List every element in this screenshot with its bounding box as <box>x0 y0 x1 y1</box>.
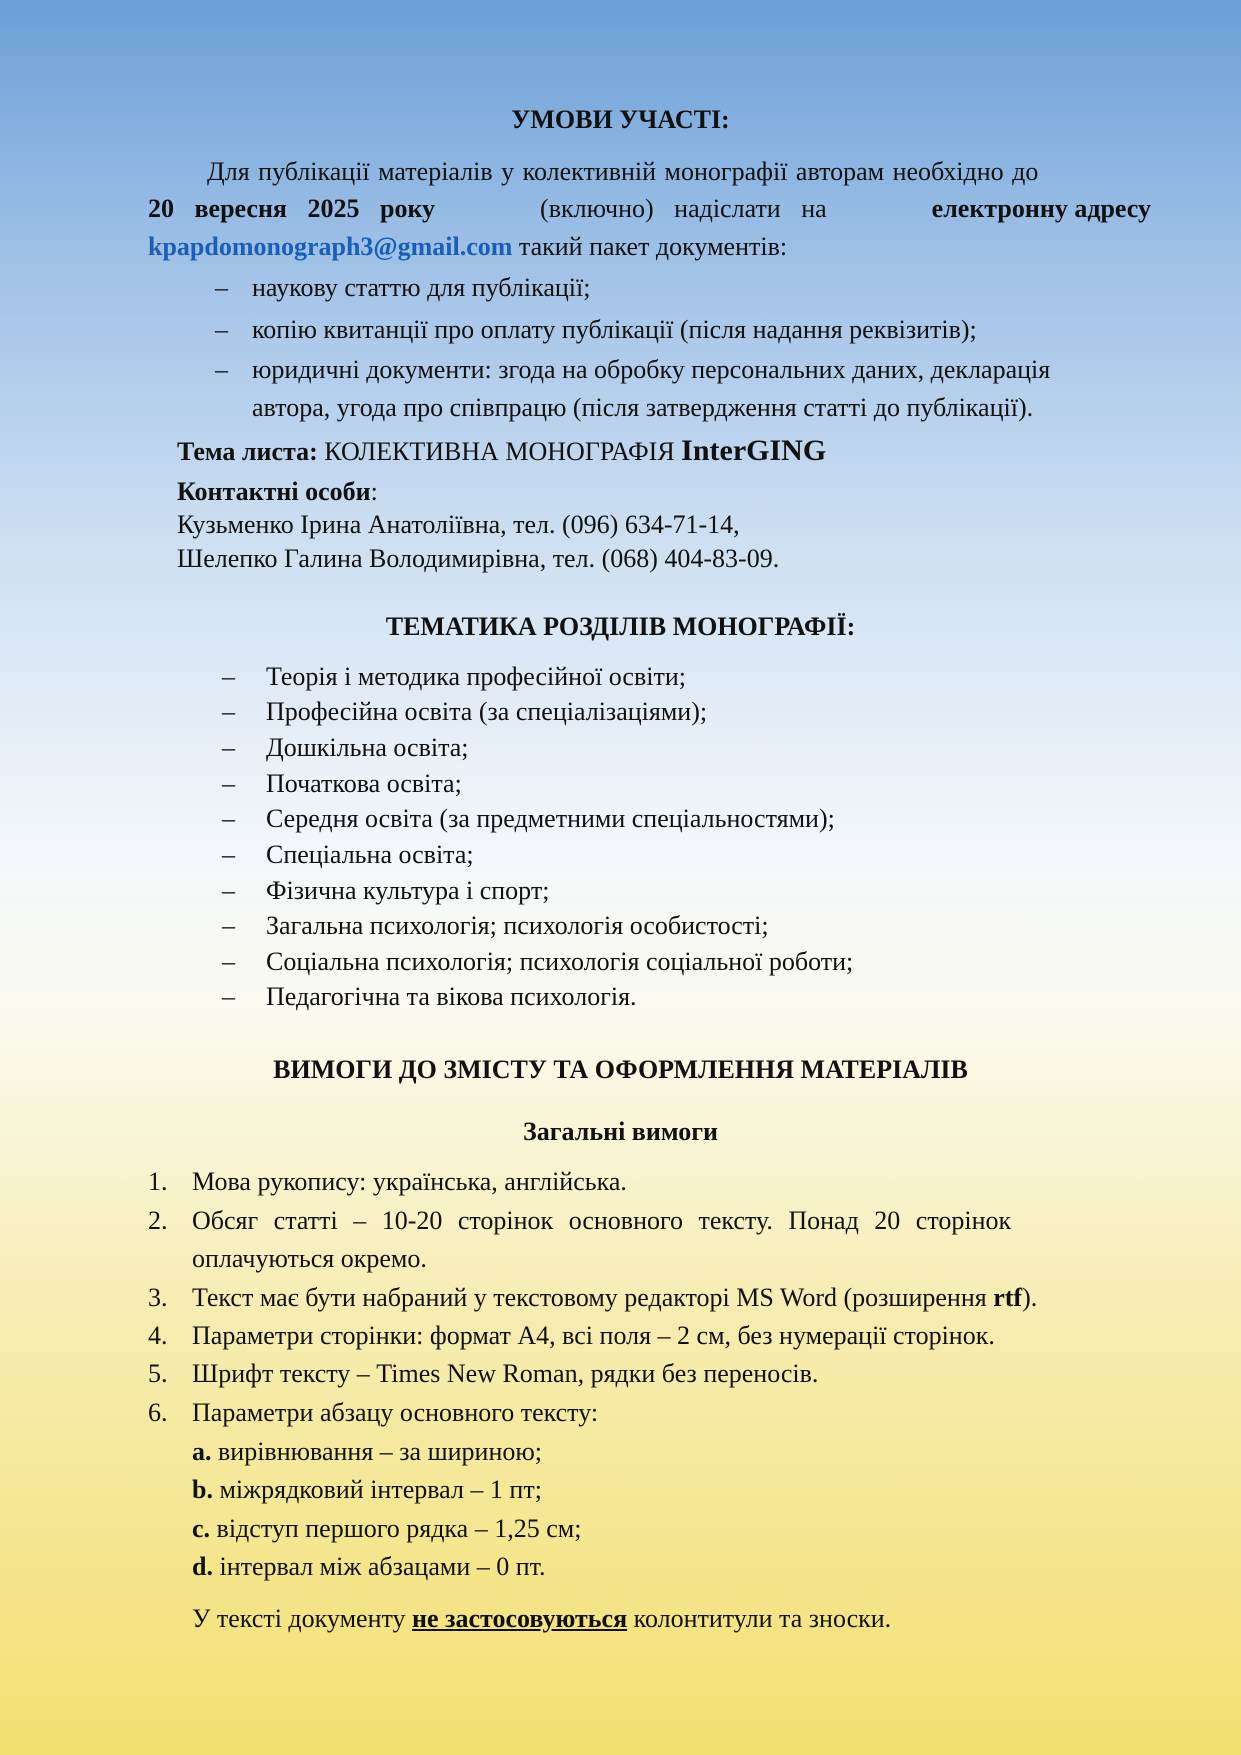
intro-line-1-text: Для публікації матеріалів у колективній монографії авторам необхідно до <box>207 157 1039 186</box>
list-bullet: – <box>222 840 235 869</box>
list-bullet: – <box>222 804 235 833</box>
list-item: Професійна освіта (за спеціалізаціями); <box>266 697 708 726</box>
list-bullet: – <box>222 911 235 940</box>
list-bullet: – <box>222 769 235 798</box>
list-item: Теорія і методика професійної освіти; <box>266 662 686 691</box>
item-number: 5. <box>148 1359 168 1388</box>
list-item-continuation: оплачуються окремо. <box>192 1244 427 1273</box>
sub-item <box>192 1474 542 1506</box>
list-item: Початкова освіта; <box>266 769 462 798</box>
sub-item <box>192 1551 546 1583</box>
sub-item <box>192 1436 542 1468</box>
footnote-note <box>192 1603 891 1635</box>
list-item: Параметри сторінки: формат А4, всі поля – 2 см, без нумерації сторінок. <box>192 1321 995 1350</box>
list-item-end: ). <box>1022 1283 1038 1312</box>
subject-value: КОЛЕКТИВНА МОНОГРАФІЯ <box>324 437 675 466</box>
list-item-text: юридичні документи: згода на обробку персональних даних, декларація <box>252 355 1051 384</box>
email-link[interactable]: kpapdomonograph3@gmail.com <box>148 232 513 261</box>
list-item: Дошкільна освіта; <box>266 733 469 762</box>
list-bullet: – <box>222 733 235 762</box>
list-item-text: Текст має бути набраний у текстовому редакторі MS Word (розширення <box>192 1283 987 1312</box>
item-number: 2. <box>148 1206 168 1235</box>
sub-item-letter: a. <box>192 1437 212 1466</box>
list-item <box>192 1282 1037 1314</box>
subject-label: Тема листа: <box>177 437 318 466</box>
topics-heading: ТЕМАТИКА РОЗДІЛІВ МОНОГРАФІЇ: <box>385 612 856 641</box>
list-item: Спеціальна освіта; <box>266 840 474 869</box>
list-item <box>252 354 1151 386</box>
sub-item-text: вирівнювання – за шириною; <box>218 1437 543 1466</box>
contact-person: Шелепко Галина Володимирівна, тел. (068) 404-83-09. <box>177 544 780 573</box>
list-bullet: – <box>215 273 228 302</box>
intro-mid: (включно) надіслати на <box>540 194 827 223</box>
contacts-heading: Контактні особи: <box>177 477 378 506</box>
requirements-heading: ВИМОГИ ДО ЗМІСТУ ТА ОФОРМЛЕННЯ МАТЕРІАЛІВ <box>273 1055 968 1084</box>
conditions-heading: УМОВИ УЧАСТІ: <box>511 105 730 134</box>
rtf-format: rtf <box>993 1283 1023 1312</box>
item-number: 1. <box>148 1167 168 1196</box>
list-bullet: – <box>222 947 235 976</box>
note-start: У тексті документу <box>192 1604 406 1633</box>
list-item-continuation: автора, угода про співпрацю (після затвердження статті до публікації). <box>252 393 1034 422</box>
sub-item <box>192 1513 581 1545</box>
list-bullet: – <box>215 355 228 384</box>
item-number: 4. <box>148 1321 168 1350</box>
intro-line-3 <box>148 231 787 263</box>
sub-item-letter: c. <box>192 1514 211 1543</box>
email-subject <box>177 435 826 468</box>
list-item: Фізична культура і спорт; <box>266 876 550 905</box>
list-item: копію квитанції про оплату публікації (після надання реквізитів); <box>252 315 977 344</box>
sub-item-text: інтервал між абзацами – 0 пт. <box>219 1552 546 1581</box>
list-item-text: Обсяг статті – 10-20 сторінок основного тексту. Понад 20 сторінок <box>192 1206 1012 1235</box>
list-item: Середня освіта (за предметними спеціальностями); <box>266 804 835 833</box>
item-number: 3. <box>148 1283 168 1312</box>
list-bullet: – <box>215 315 228 344</box>
list-bullet: – <box>222 662 235 691</box>
list-item: наукову статтю для публікації; <box>252 273 591 302</box>
contact-person: Кузьменко Ірина Анатоліївна, тел. (096) 634-71-14, <box>177 510 740 539</box>
sub-item-letter: d. <box>192 1552 213 1581</box>
list-item: Параметри абзацу основного тексту: <box>192 1398 599 1427</box>
email-label: електронну адресу <box>931 194 1151 223</box>
list-item: Шрифт тексту – Times New Roman, рядки без переносів. <box>192 1359 819 1388</box>
list-item: Соціальна психологія; психологія соціальної роботи; <box>266 947 854 976</box>
list-bullet: – <box>222 982 235 1011</box>
contacts-label: Контактні особи <box>177 477 371 506</box>
intro-line-1 <box>207 156 1151 188</box>
intro-end: такий пакет документів: <box>518 232 788 261</box>
list-bullet: – <box>222 876 235 905</box>
item-number: 6. <box>148 1398 168 1427</box>
intro-line-2 <box>148 193 1151 225</box>
deadline-date: 20 вересня 2025 року <box>148 194 436 223</box>
note-end: колонтитули та зноски. <box>633 1604 892 1633</box>
sub-item-text: відступ першого рядка – 1,25 см; <box>216 1514 582 1543</box>
list-bullet: – <box>222 697 235 726</box>
note-emphasis: не застосовуються <box>412 1604 628 1633</box>
sub-item-text: міжрядковий інтервал – 1 пт; <box>219 1475 542 1504</box>
list-item: Мова рукопису: українська, англійська. <box>192 1167 627 1196</box>
list-item: Загальна психологія; психологія особистості; <box>266 911 769 940</box>
subject-brand: InterGING <box>681 434 827 467</box>
list-item: Педагогічна та вікова психологія. <box>266 982 637 1011</box>
requirements-subheading: Загальні вимоги <box>523 1117 718 1146</box>
list-item <box>192 1205 1151 1237</box>
sub-item-letter: b. <box>192 1475 213 1504</box>
